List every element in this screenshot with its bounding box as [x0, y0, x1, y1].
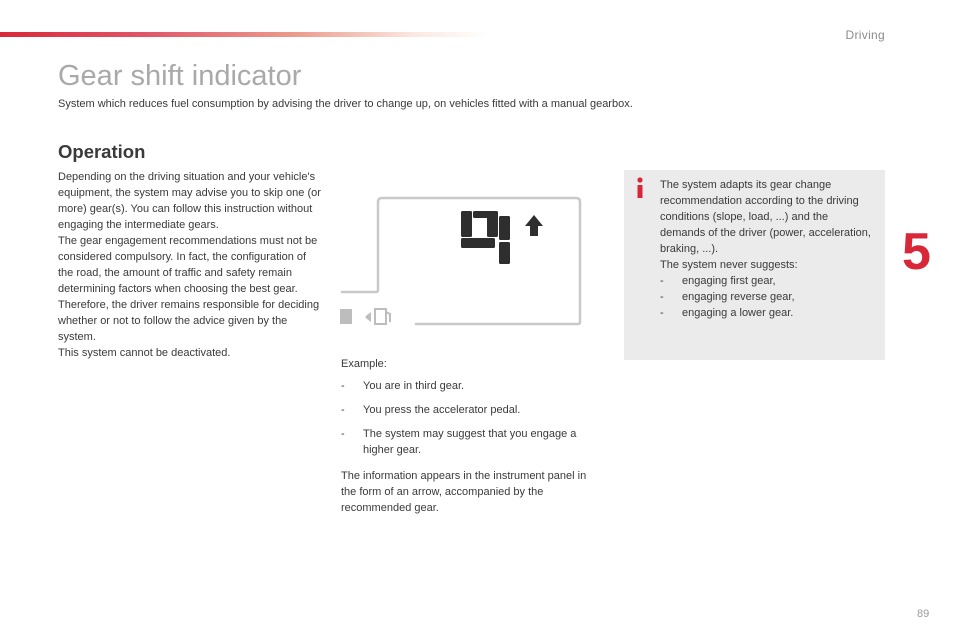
- list-item-text: The system may suggest that you engage a higher gear.: [363, 428, 577, 456]
- list-dash: -: [660, 291, 664, 303]
- arrow-up-icon: [525, 215, 543, 236]
- operation-text: [58, 169, 323, 361]
- list-dash: -: [660, 275, 664, 287]
- list-item: [341, 426, 596, 458]
- list-item-text: engaging a lower gear.: [682, 307, 794, 319]
- list-dash: -: [341, 404, 345, 416]
- section-label: Driving: [845, 28, 885, 42]
- fuel-pump-icon: [340, 309, 390, 324]
- list-item: [341, 378, 596, 394]
- header-accent-bar: [0, 32, 490, 37]
- list-item-text: You press the accelerator pedal.: [363, 404, 521, 416]
- intro-text: System which reduces fuel consumption by advising the driver to change up, on vehicles fitted with a manual gearbox.: [58, 98, 633, 110]
- list-dash: -: [341, 428, 345, 440]
- list-dash: -: [341, 380, 345, 392]
- info-paragraph: The system adapts its gear change recommendation according to the driving conditions (slope, load, ...) and the demands of the driver (power, acceleration, braking, ...).: [660, 179, 871, 255]
- example-info-text: The information appears in the instrument panel in the form of an arrow, accompanied by the recommended gear.: [341, 470, 587, 514]
- example-label: Example:: [341, 358, 387, 370]
- operation-paragraph: Depending on the driving situation and your vehicle's equipment, the system may advise you to skip one (or more) gear(s). You can follow this instruction without engaging the intermediate gears.: [58, 171, 321, 231]
- info-box: [624, 170, 885, 360]
- list-item: [660, 289, 875, 305]
- operation-paragraph: The gear engagement recommendations must not be considered compulsory. In fact, the configuration of the road, the amount of traffic and safety remain determining factors when choosing the best gear. Therefore, the driver remains responsible for deciding whether or not to follow the advice given by the system.: [58, 235, 320, 343]
- instrument-panel-illustration: [340, 196, 582, 326]
- info-icon: [634, 177, 646, 199]
- example-list: [341, 378, 596, 458]
- list-item-text: You are in third gear.: [363, 380, 465, 392]
- instrument-panel-svg: [340, 196, 582, 326]
- list-item-text: engaging first gear,: [682, 275, 776, 287]
- list-item-text: engaging reverse gear,: [682, 291, 795, 303]
- page-number: 89: [917, 608, 930, 620]
- gear-digit-graphic: [461, 211, 510, 264]
- page-title: Gear shift indicator: [58, 60, 302, 92]
- chapter-number: 5: [902, 223, 931, 281]
- list-dash: -: [660, 307, 664, 319]
- example-section: [341, 356, 596, 516]
- operation-heading: Operation: [58, 141, 146, 162]
- list-item: [660, 273, 875, 289]
- list-item: [660, 305, 875, 321]
- list-item: [341, 402, 596, 418]
- info-content: [660, 177, 875, 321]
- operation-paragraph: This system cannot be deactivated.: [58, 347, 231, 359]
- info-never-label: The system never suggests:: [660, 259, 798, 271]
- info-list: [660, 273, 875, 321]
